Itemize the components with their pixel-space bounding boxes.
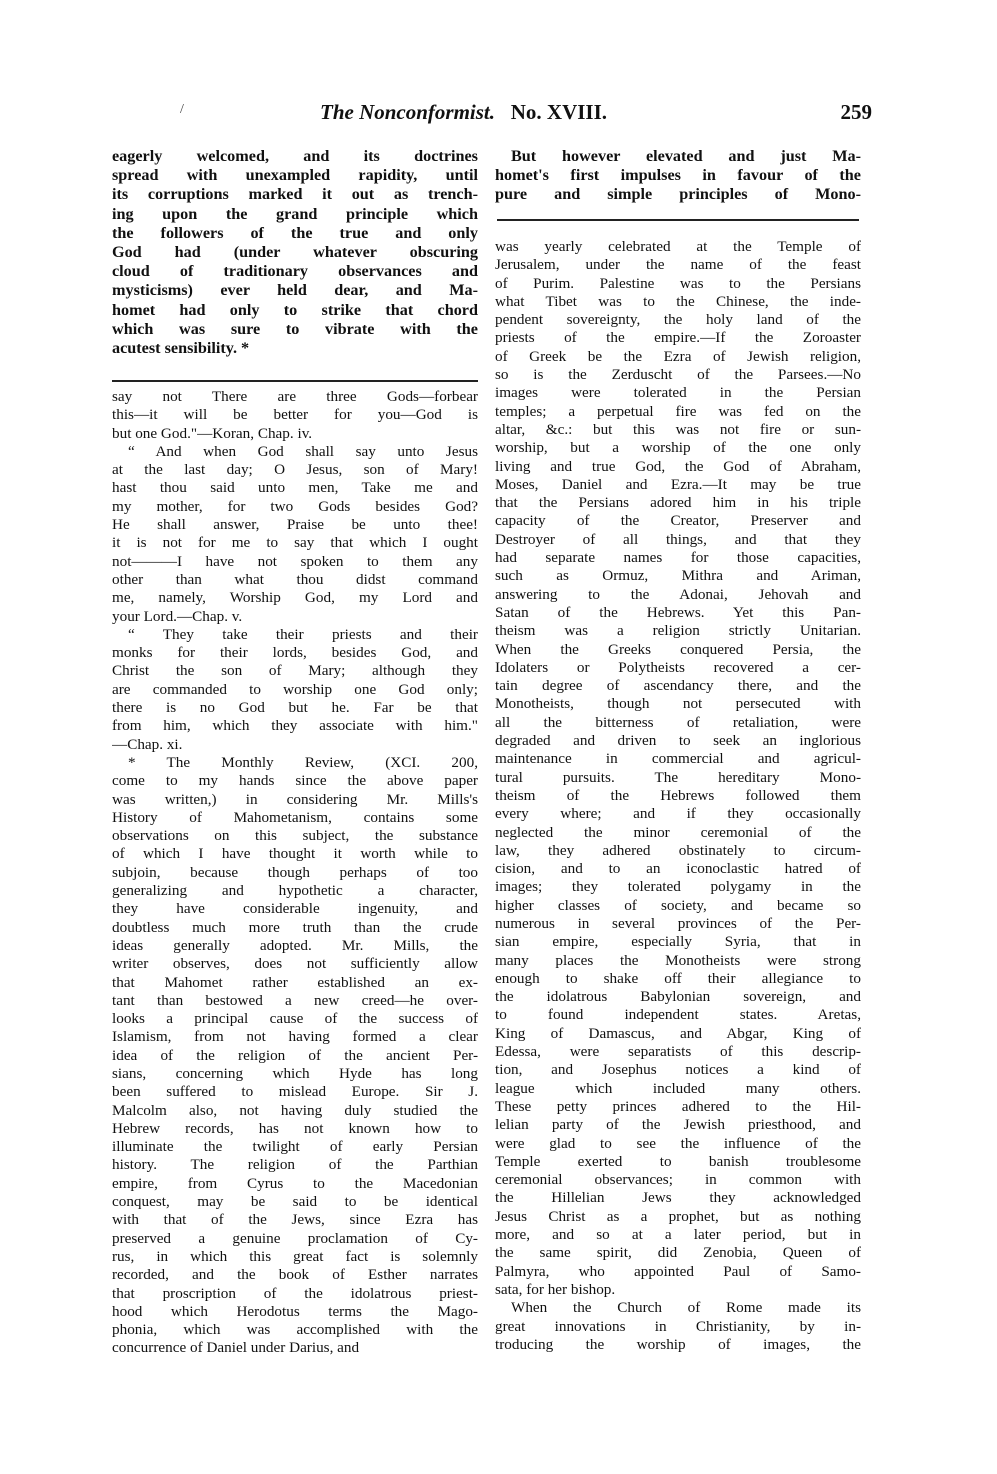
- issue-number: No. XVIII.: [510, 100, 608, 124]
- text-line: sata, for her bishop.: [495, 1280, 616, 1298]
- text-line: maintenance in commercial and agricul-: [495, 750, 861, 768]
- text-line: had separate names for those capacities,: [495, 549, 861, 567]
- text-line: doubtless much more truth than the crude: [112, 918, 478, 936]
- text-line: Edessa, were separatists of this descrip-: [495, 1043, 861, 1061]
- text-line: they have considerable ingenuity, and: [112, 900, 478, 918]
- text-line: theism was a religion strictly Unitarian.: [495, 622, 861, 640]
- text-line: concurrence of Daniel under Darius, and: [112, 1339, 360, 1357]
- text-line: illuminate the twilight of early Persian: [112, 1138, 478, 1156]
- text-line: been suffered to mislead Europe. Sir J.: [112, 1083, 478, 1101]
- text-line: but one God."—Koran, Chap. iv.: [112, 424, 313, 442]
- text-line: Palmyra, who appointed Paul of Samo-: [495, 1262, 861, 1280]
- text-line: monks for their lords, besides God, and: [112, 644, 478, 662]
- text-line: was yearly celebrated at the Temple of: [495, 238, 861, 255]
- text-line: Jesus Christ as a prophet, but as nothing: [495, 1207, 861, 1225]
- text-line: homet's first impulses in favour of the: [495, 166, 861, 185]
- journal-title: The Nonconformist.: [320, 100, 496, 124]
- text-line: mysticisms) ever held dear, and Ma-: [112, 281, 478, 300]
- text-line: of Greek be the Ezra of Jewish religion,: [495, 347, 861, 365]
- text-line: me, namely, Worship God, my Lord and: [112, 589, 478, 607]
- text-line: the Hillelian Jews they acknowledged: [495, 1189, 861, 1207]
- right-body-text: [495, 147, 861, 205]
- text-line: other than what thou didst command: [112, 570, 478, 588]
- text-line: of which I have thought it worth while to: [112, 845, 478, 863]
- text-line: answering to the Adonai, Jehovah and: [495, 585, 861, 603]
- text-line: But however elevated and just Ma-: [511, 147, 861, 165]
- text-line: Idolaters or Polytheists recovered a cer-: [495, 658, 861, 676]
- text-line: it is not for me to say that which I ought: [112, 534, 478, 552]
- text-line: every where; and if they occasionally: [495, 805, 861, 823]
- footnote-rule-right: [497, 219, 859, 221]
- text-line: cloud of traditionary observances and: [112, 262, 478, 281]
- text-line: which was sure to vibrate with the: [112, 319, 478, 338]
- text-line: pendent sovereignty, the holy land of the: [495, 311, 861, 329]
- text-line: tant than bestowed a new creed—he over-: [112, 991, 478, 1009]
- text-line: neglected the minor ceremonial of the: [495, 823, 861, 841]
- text-line: say not There are three Gods—forbear: [112, 388, 478, 405]
- text-line: theism of the Hebrews followed them: [495, 786, 861, 804]
- text-line: ideas generally adopted. Mr. Mills, the: [112, 936, 478, 954]
- text-line: subjoin, because though perhaps of too: [112, 863, 478, 881]
- text-line: my mother, for two Gods besides God?: [112, 497, 478, 515]
- text-line: there is no God but he. Far be that: [112, 699, 478, 717]
- left-footnote-text: [112, 388, 478, 1358]
- text-line: When the Greeks conquered Persia, the: [495, 640, 861, 658]
- text-line: History of Mahometanism, contains some: [112, 808, 478, 826]
- text-line: Hebrew records, has not known how to: [112, 1119, 478, 1137]
- text-line: this—it will be better for you—God is: [112, 406, 478, 424]
- text-line: what Tibet was to the Chinese, the inde-: [495, 292, 861, 310]
- text-line: your Lord.—Chap. v.: [112, 607, 243, 625]
- text-line: generalizing and hypothetic a character,: [112, 882, 478, 900]
- page-number: 259: [840, 100, 872, 124]
- text-line: —Chap. xi.: [112, 735, 183, 753]
- text-line: These petty princes adhered to the Hil-: [495, 1097, 861, 1115]
- text-line: cision, and to an iconoclastic hatred of: [495, 860, 861, 878]
- text-line: capacity of the Creator, Preserver and: [495, 512, 861, 530]
- text-line: eagerly welcomed, and its doctrines: [112, 147, 478, 165]
- text-line: that Mahomet rather established an ex-: [112, 973, 478, 991]
- text-line: history. The religion of the Parthian: [112, 1156, 478, 1174]
- text-line: worship, but a worship of the one only: [495, 439, 861, 457]
- text-line: hast thou said unto men, Take me and: [112, 479, 478, 497]
- right-footnote-text: [495, 238, 861, 1354]
- text-line: writer observes, does not sufficiently allow: [112, 955, 478, 973]
- text-line: Christ the son of Mary; although they: [112, 662, 478, 680]
- text-line: idea of the religion of the ancient Per-: [112, 1046, 478, 1064]
- text-line: to found independent states. Aretas,: [495, 1006, 861, 1024]
- running-title: [320, 100, 607, 125]
- text-line: the followers of the true and only: [112, 223, 478, 242]
- left-body-text: [112, 147, 478, 358]
- text-line: many places the Monotheists were strong: [495, 951, 861, 969]
- text-line: so is the Zerduscht of the Parsees.—No: [495, 366, 861, 384]
- text-line: was written,) in considering Mr. Mills's: [112, 790, 478, 808]
- text-line: phonia, which was accomplished with the: [112, 1321, 478, 1339]
- page-header: [110, 100, 872, 130]
- text-line: homet had only to strike that chord: [112, 300, 478, 319]
- text-line: that the Persians adored him in his triple: [495, 494, 861, 512]
- text-line: its corruptions marked it out as trench-: [112, 185, 478, 204]
- text-line: come to my hands since the above paper: [112, 772, 478, 790]
- text-line: rus, in which this great fact is solemnly: [112, 1247, 478, 1265]
- text-line: temples; a perpetual fire was fed on the: [495, 402, 861, 420]
- text-line: such as Ormuz, Mithra and Ariman,: [495, 567, 861, 585]
- text-line: lelian party of the Jewish priesthood, and: [495, 1116, 861, 1134]
- text-line: ing upon the grand principle which: [112, 204, 478, 223]
- text-line: degraded and driven to seek an inglorious: [495, 732, 861, 750]
- text-line: Malcolm also, not having duly studied the: [112, 1101, 478, 1119]
- text-line: not———I have not spoken to them any: [112, 552, 478, 570]
- text-line: law, they adhered obstinately to circum-: [495, 841, 861, 859]
- text-line: priests of the empire.—If the Zoroaster: [495, 329, 861, 347]
- text-line: Satan of the Hebrews. Yet this Pan-: [495, 603, 861, 621]
- text-line: sian empire, especially Syria, that in: [495, 933, 861, 951]
- text-line: from him, which they associate with him.": [112, 717, 478, 735]
- text-line: the same spirit, did Zenobia, Queen of: [495, 1244, 861, 1262]
- text-line: Destroyer of all things, and that they: [495, 530, 861, 548]
- text-line: God had (under whatever obscuring: [112, 242, 478, 261]
- text-line: ceremonial observances; in common with: [495, 1171, 861, 1189]
- text-line: more, and so at a later period, but in: [495, 1226, 861, 1244]
- text-line: spread with unexampled rapidity, until: [112, 166, 478, 185]
- text-line: images; they tolerated polygamy in the: [495, 878, 861, 896]
- text-line: acutest sensibility. *: [112, 338, 250, 357]
- text-line: tion, and Josephus notices a kind of: [495, 1061, 861, 1079]
- text-line: sians, concerning which Hyde has long: [112, 1064, 478, 1082]
- text-line: Islamism, from not having formed a clear: [112, 1028, 478, 1046]
- text-line: Monotheists, though not persecuted with: [495, 695, 861, 713]
- text-line: are commanded to worship one God only;: [112, 680, 478, 698]
- text-line: league which included many others.: [495, 1079, 861, 1097]
- text-line: were glad to see the influence of the: [495, 1134, 861, 1152]
- text-line: When the Church of Rome made its: [511, 1299, 861, 1317]
- text-line: numerous in several provinces of the Per-: [495, 914, 861, 932]
- text-line: at the last day; O Jesus, son of Mary!: [112, 461, 478, 479]
- text-line: conquest, may be said to be identical: [112, 1193, 478, 1211]
- text-line: preserved a genuine proclamation of Cy-: [112, 1229, 478, 1247]
- text-line: recorded, and the book of Esther narrates: [112, 1266, 478, 1284]
- text-line: of Purim. Palestine was to the Persians: [495, 274, 861, 292]
- text-line: higher classes of society, and became so: [495, 896, 861, 914]
- text-line: the idolatrous Babylonian sovereign, and: [495, 988, 861, 1006]
- text-line: pure and simple principles of Mono-: [495, 185, 861, 204]
- text-line: living and true God, the God of Abraham,: [495, 457, 861, 475]
- text-line: empire, from Cyrus to the Macedonian: [112, 1174, 478, 1192]
- text-line: that proscription of the idolatrous priest-: [112, 1284, 478, 1302]
- text-line: troducing the worship of images, the: [495, 1335, 861, 1353]
- text-line: great innovations in Christianity, by in-: [495, 1317, 861, 1335]
- text-line: enough to shake off their allegiance to: [495, 969, 861, 987]
- text-line: “ And when God shall say unto Jesus: [128, 442, 478, 460]
- stray-mark: /: [180, 102, 184, 117]
- text-line: looks a principal cause of the success of: [112, 1010, 478, 1028]
- footnote-rule-left: [112, 380, 478, 382]
- text-line: altar, &c.: but this was not fire or sun-: [495, 420, 861, 438]
- text-line: Moses, Daniel and Ezra.—It may be true: [495, 475, 861, 493]
- text-line: He shall answer, Praise be unto thee!: [112, 516, 478, 534]
- text-line: * The Monthly Review, (XCI. 200,: [128, 753, 478, 771]
- text-line: tural pursuits. The hereditary Mono-: [495, 768, 861, 786]
- text-line: Temple exerted to banish troublesome: [495, 1152, 861, 1170]
- text-line: with that of the Jews, since Ezra has: [112, 1211, 478, 1229]
- text-line: tain degree of ascendancy there, and the: [495, 677, 861, 695]
- text-line: King of Damascus, and Abgar, King of: [495, 1024, 861, 1042]
- text-line: Jerusalem, under the name of the feast: [495, 256, 861, 274]
- text-line: observations on this subject, the substance: [112, 827, 478, 845]
- text-line: all the bitterness of retaliation, were: [495, 713, 861, 731]
- text-line: “ They take their priests and their: [128, 625, 478, 643]
- text-line: hood which Herodotus terms the Mago-: [112, 1302, 478, 1320]
- text-line: images were tolerated in the Persian: [495, 384, 861, 402]
